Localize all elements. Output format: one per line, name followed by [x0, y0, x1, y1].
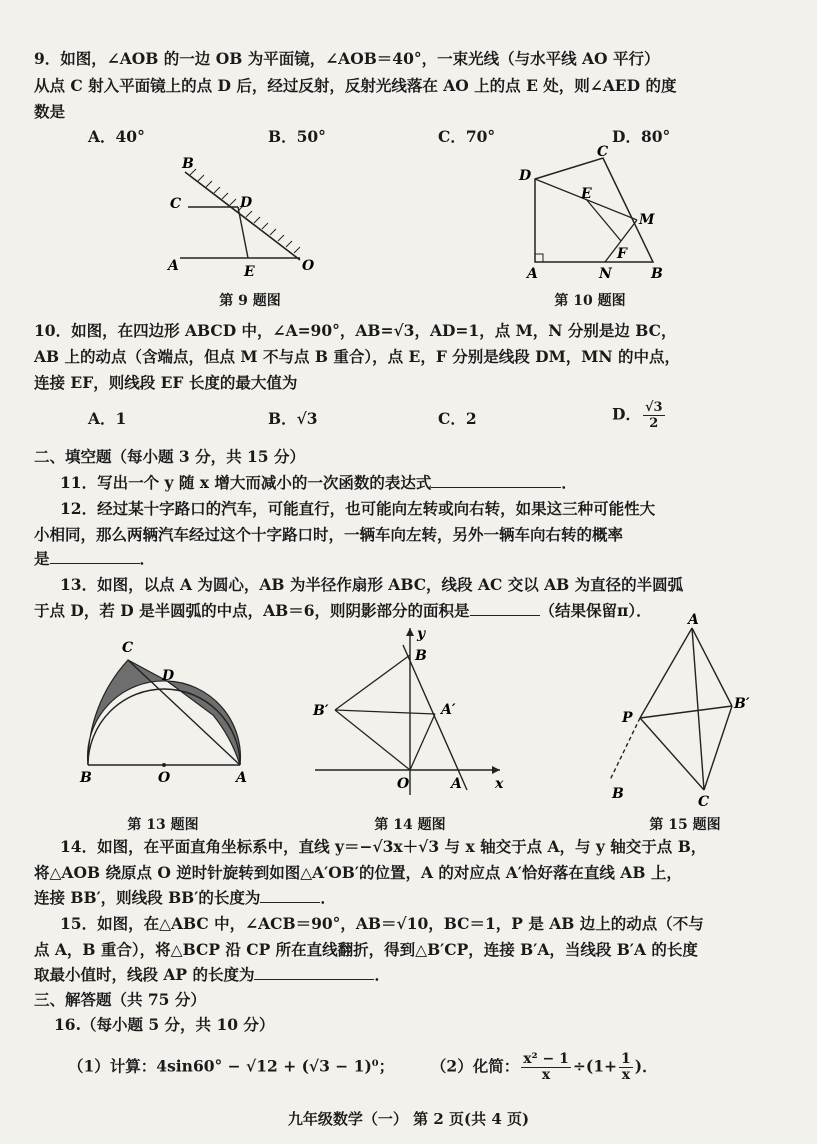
- figure-13: [70, 630, 255, 790]
- fig14-label-b: B: [415, 648, 427, 664]
- q15-tail: ．: [374, 965, 390, 984]
- q15-answer-blank[interactable]: [254, 965, 374, 980]
- q12-answer-blank[interactable]: [50, 549, 140, 564]
- fig10-label-a: A: [527, 266, 538, 282]
- fig9-label-a: A: [168, 258, 179, 274]
- q14-line1: 14．如图，在平面直角坐标系中，直线 y＝−√3x＋√3 与 x 轴交于点 A，与 y 轴交于点 B，: [60, 837, 707, 856]
- q13-tail: （结果保留π）．: [539, 601, 652, 620]
- fig14-label-a: A: [451, 776, 462, 792]
- fig13-label-o: O: [158, 770, 171, 786]
- q13-answer-blank[interactable]: [470, 601, 540, 616]
- q10-option-d-label: D．: [612, 404, 641, 424]
- q14-line2: 将△AOB 绕原点 O 逆时针旋转到如图△A′OB′的位置，A 的对应点 A′恰好落在直线 AB 上，: [34, 863, 682, 882]
- fig15-label-b: B: [612, 786, 624, 802]
- q10-option-b: B．√3: [268, 409, 318, 428]
- figure-9: [160, 152, 330, 282]
- q15-line2: 点 A，B 重合），将△BCP 沿 CP 所在直线翻折，得到△B′CP，连接 B′A，当线段 B′A 的长度: [34, 940, 698, 959]
- section-2-heading: 二、填空题（每小题 3 分，共 15 分）: [34, 447, 305, 466]
- fig15-label-b-prime: B′: [734, 696, 750, 712]
- figure-15: [610, 610, 760, 810]
- q10-line1: 10．如图，在四边形 ABCD 中，∠A=90°，AB=√3，AD=1，点 M，N 分别是边 BC，: [34, 321, 677, 340]
- fig13-caption: 第 13 题图: [127, 817, 199, 833]
- q16-part2-inner-fraction: [619, 1052, 633, 1083]
- fig15-label-c: C: [698, 794, 710, 810]
- q11-tail: ．: [561, 473, 577, 492]
- q16-heading: 16.（每小题 5 分，共 10 分）: [54, 1015, 275, 1034]
- figure-14: [305, 620, 515, 805]
- q14-text: 连接 BB′，则线段 BB′的长度为: [34, 888, 261, 907]
- q12-line2: 小相同，那么两辆汽车经过这个十字路口时，一辆车向左转，另外一辆车向右转的概率: [34, 525, 624, 544]
- q10-line3: 连接 EF，则线段 EF 长度的最大值为: [34, 373, 298, 392]
- page-footer: 九年级数学（一） 第 2 页(共 4 页): [287, 1110, 530, 1128]
- q16-part2-inner-denominator: x: [621, 1067, 631, 1083]
- q10-option-d: [612, 400, 667, 431]
- fig9-label-d: D: [240, 195, 253, 211]
- q16-part2-tail: )．: [634, 1056, 658, 1076]
- q15-line3: [34, 964, 783, 986]
- section-3-heading: 三、解答题（共 75 分）: [34, 990, 206, 1009]
- q16-part1: （1）计算：4sin60° − √12 + (√3 − 1)⁰；: [68, 1056, 395, 1076]
- q10-option-a: A．1: [88, 409, 127, 428]
- fig10-label-n: N: [599, 266, 612, 282]
- fig9-caption: 第 9 题图: [219, 293, 281, 309]
- fig14-label-y: y: [417, 626, 426, 642]
- fig14-label-o: O: [397, 776, 410, 792]
- q12-line3: [34, 548, 783, 570]
- fig14-label-x: x: [495, 776, 504, 792]
- q12-tail: ．: [139, 549, 156, 568]
- fig10-label-c: C: [597, 144, 609, 160]
- q9-option-d: D．80°: [612, 127, 671, 146]
- q9-option-c: C．70°: [438, 127, 496, 146]
- q9-line3: 数是: [34, 102, 66, 121]
- q16-part2-fraction: [521, 1052, 571, 1083]
- fig10-label-f: F: [617, 246, 627, 262]
- q9-line1: 9．如图，∠AOB 的一边 OB 为平面镜，∠AOB＝40°，一束光线（与水平线 AO 平行）: [34, 49, 660, 68]
- fig9-label-c: C: [170, 196, 182, 212]
- fig13-label-a: A: [236, 770, 247, 786]
- q16-part2-middle: ÷(1+: [572, 1056, 617, 1076]
- q13-text: 于点 D，若 D 是半圆弧的中点，AB＝6，则阴影部分的面积是: [34, 601, 470, 620]
- q12-line1: 12．经过某十字路口的汽车，可能直行，也可能向左转或向右转，如果这三种可能性大: [60, 499, 656, 518]
- q10-option-c: C．2: [438, 409, 477, 428]
- fig10-label-m: M: [639, 212, 655, 228]
- fig10-caption: 第 10 题图: [554, 293, 626, 309]
- q15-line1: 15．如图，在△ABC 中，∠ACB＝90°，AB＝√10，BC＝1，P 是 AB 边上的动点（不与: [60, 914, 704, 933]
- q11-text: 11．写出一个 y 随 x 增大而减小的一次函数的表达式: [60, 473, 432, 492]
- q10-option-d-fraction: [643, 400, 665, 431]
- q11-answer-blank[interactable]: [431, 473, 561, 488]
- q16-part2-numerator: x² − 1: [523, 1051, 569, 1067]
- fig9-label-o: O: [302, 258, 315, 274]
- q14-tail: ．: [320, 888, 336, 907]
- q15-text: 取最小值时，线段 AP 的长度为: [34, 965, 255, 984]
- fig9-label-b: B: [182, 156, 194, 172]
- fig14-label-a-prime: A′: [441, 702, 456, 718]
- figure-10: [515, 144, 675, 284]
- fig13-label-d: D: [162, 668, 175, 684]
- q16-part2-label: （2）化简：: [430, 1056, 520, 1076]
- fig15-caption: 第 15 题图: [649, 817, 721, 833]
- fig10-label-b: B: [651, 266, 663, 282]
- q16-part2-denominator: x: [541, 1067, 551, 1083]
- fig14-label-b-prime: B′: [313, 703, 329, 719]
- q16-part2-inner-numerator: 1: [621, 1051, 631, 1067]
- q10-line2: AB 上的动点（含端点，但点 M 不与点 B 重合），点 E，F 分别是线段 DM，MN 的中点，: [34, 347, 680, 366]
- fig10-label-d: D: [519, 168, 532, 184]
- q9-option-b: B．50°: [268, 127, 326, 146]
- fig14-caption: 第 14 题图: [374, 817, 446, 833]
- q10-optd-numerator: √3: [644, 400, 663, 415]
- fig9-label-e: E: [244, 264, 255, 280]
- q13-line1: 13．如图，以点 A 为圆心，AB 为半径作扇形 ABC，线段 AC 交以 AB 为直径的半圆弧: [60, 575, 684, 594]
- q9-option-a: A．40°: [88, 127, 145, 146]
- q9-line2: 从点 C 射入平面镜上的点 D 后，经过反射，反射光线落在 AO 上的点 E 处，则∠AED 的度: [34, 76, 677, 95]
- fig15-label-a: A: [688, 612, 699, 628]
- q11-line: [60, 472, 783, 494]
- q16-line: [68, 1052, 783, 1083]
- fig10-label-e: E: [581, 186, 592, 202]
- fig13-label-b: B: [80, 770, 92, 786]
- q14-line3: [34, 887, 783, 909]
- fig15-label-p: P: [622, 710, 633, 726]
- fig13-label-c: C: [122, 640, 134, 656]
- q10-optd-denominator: 2: [649, 416, 659, 431]
- q12-text: 是: [34, 549, 50, 568]
- q14-answer-blank[interactable]: [260, 888, 320, 903]
